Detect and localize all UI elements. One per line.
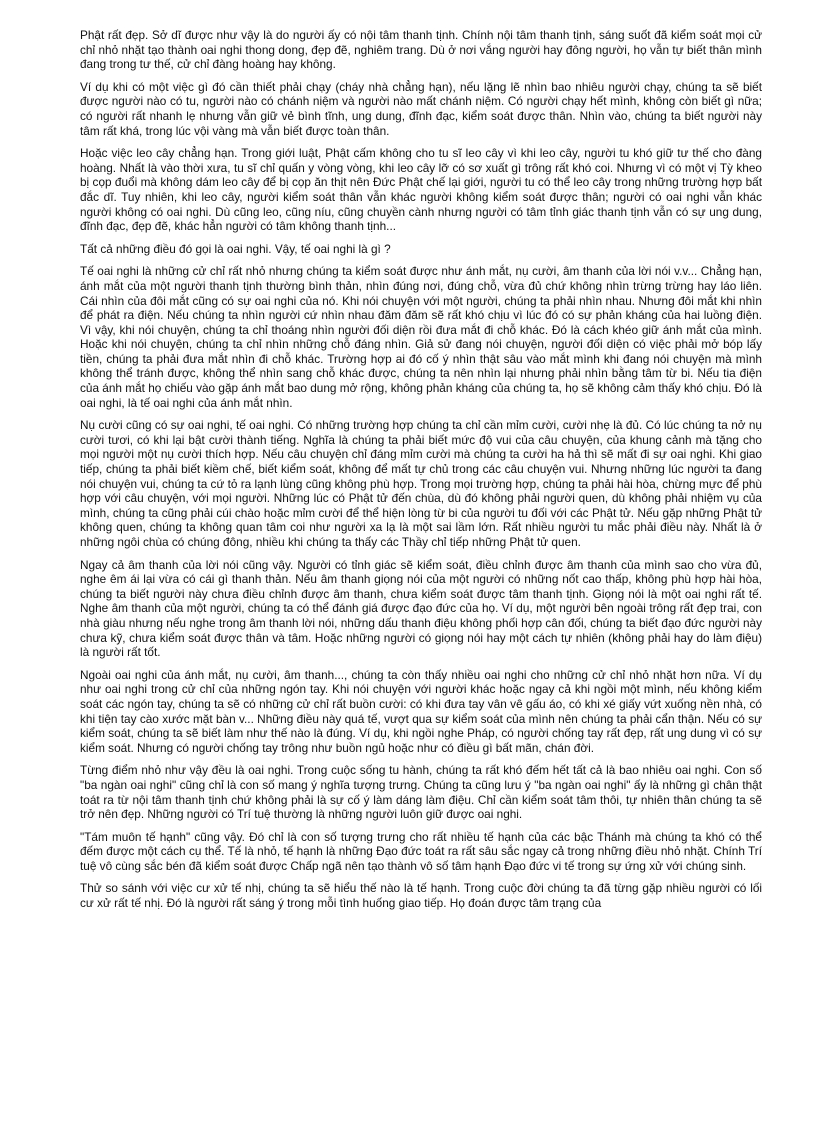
paragraph-11: Thử so sánh với việc cư xử tế nhị, chúng ta sẽ hiểu thế nào là tế hạnh. Trong cuộc đời chúng ta đã từng gặp nhiều người có lối cư xử rất tế nhị. Đó là người rất sáng ý trong mỗi tình huống giao tiếp. Họ đoán được tâm trạng của [80,881,762,911]
document-page [80,28,762,919]
paragraph-7: Ngay cả âm thanh của lời nói cũng vậy. Người có tỉnh giác sẽ kiểm soát, điều chỉnh được âm thanh của mình sao cho vừa đủ, nghe êm ái lại vừa có cái gì thanh thản. Nếu âm thanh giọng nói của một người có những nốt cao thấp, không phù hợp hài hòa, chúng ta biết người này chưa điều chỉnh được âm thanh, chưa kiểm soát được tâm thanh tịnh. Giọng nói là một oai nghi rất tế. Nghe âm thanh của một người, chúng ta có thể đánh giá được đạo đức của họ. Ví dụ, một người bên ngoài trông rất đẹp trai, con nhà giàu nhưng nếu nghe trong âm thanh lời nói, những dấu thanh điệu không phối hợp cân đối, chúng ta biết đạo đức người này chưa kỹ, chưa kiểm soát được thân và tâm. Hoặc những người có giọng nói hay một cách tự nhiên (không phải hay do làm điệu) là người rất tốt. [80,557,762,660]
paragraph-4: Tất cả những điều đó gọi là oai nghi. Vậy, tế oai nghi là gì ? [80,241,391,256]
paragraph-8: Ngoài oai nghi của ánh mắt, nụ cười, âm thanh..., chúng ta còn thấy nhiều oai nghi cho những cử chỉ nhỏ nhặt hơn nữa. Ví dụ như oai nghi trong cử chỉ của những ngón tay. Khi nói chuyện với người khác hoặc ngay cả khi ngồi một mình, nếu không kiểm soát các ngón tay, chúng ta sẽ có những cử chỉ rất buồn cười: có khi đưa tay vân vê gấu áo, có khi xé giấy vứt xuống nền nhà, có khi tiện tay cào xước mặt bàn v... Những điều này quá tế, vượt qua sự kiểm soát của mình nên chúng ta phải cẩn thận. Nếu có sự kiểm soát, chúng ta sẽ biết làm như thế nào là đúng. Ví dụ, khi ngồi nghe Pháp, có người chống tay rất đẹp, rất ung dung vì có sự kiểm soát. Nhưng có người chống tay trông như buồn ngủ hoặc như có điều gì bất mãn, chán đời. [80,667,762,755]
paragraph-3: Hoặc việc leo cây chẳng hạn. Trong giới luật, Phật cấm không cho tu sĩ leo cây vì khi leo cây, người tu khó giữ tư thế cho đàng hoàng. Nhất là vào thời xưa, tu sĩ chỉ quấn y vòng vòng, khi leo cây lỡ có sơ xuất gì trông rất khó coi. Nhưng vì có một vị Tỳ kheo bị cọp đuổi mà không dám leo cây để bị cọp ăn thịt nên Đức Phật chế lại giới, người tu có thể leo cây trong những trường hợp bất đắc dĩ. Tuy nhiên, khi leo cây, người kiểm soát thân vẫn khác người không kiểm soát được thân; người có oai nghi vẫn khác người không có oai nghi. Dù cũng leo, cũng níu, cũng chuyền cành nhưng người có tâm tỉnh giác thanh tịnh vẫn có sự ung dung, đĩnh đạc, đẹp đẽ, khác hẳn người có tâm không thanh tịnh... [80,146,762,234]
paragraph-6: Nụ cười cũng có sự oai nghi, tế oai nghi. Có những trường hợp chúng ta chỉ cần mỉm cười, cười nhẹ là đủ. Có lúc chúng ta nở nụ cười tươi, có khi lại bật cười thành tiếng. Nghĩa là chúng ta phải biết mức độ vui của câu chuyện, của khung cảnh mà tặng cho mọi người một nụ cười thích hợp. Nếu câu chuyện chỉ đáng mỉm cười mà chúng ta cười ha hả thì sẽ mất đi sự oai nghi. Khi giao tiếp, chúng ta phải biết kiềm chế, biết kiểm soát, không để mất tự chủ trong các câu chuyện vui. Nhưng những lúc người ta đang nói chuyện vui, chúng ta cứ tỏ ra lạnh lùng cũng không phù hợp. Trong mọi trường hợp, chúng ta phải hài hòa, chừng mực để phù hợp với câu chuyện, với mọi người. Những lúc có Phật tử đến chùa, dù đó không phải người quen, dù không phải nhiệm vụ của mình, chúng ta cũng phải cúi chào hoặc mỉm cười để thể hiện lòng từ bi của người tu đối với các Phật tử. Nếu gặp những Phật tử không quen, chúng ta không quan tâm coi như người xa lạ là một sai lầm lớn. Rất nhiều người tu mắc phải điều này. Nhất là ở những ngôi chùa có chúng đông, nhiều khi chúng ta thấy các Thầy chỉ tiếp những Phật tử quen. [80,418,762,549]
paragraph-1: Phật rất đẹp. Sở dĩ được như vậy là do người ấy có nội tâm thanh tịnh. Chính nội tâm thanh tịnh, sáng suốt đã kiểm soát mọi cử chỉ nhỏ nhặt tạo thành oai nghi thong dong, đẹp đẽ, nghiêm trang. Dù ở nơi vắng người hay đông người, họ vẫn tự biết thân mình đang trong tư thế, cử chỉ đàng hoàng hay không. [80,28,762,72]
paragraph-9: Từng điểm nhỏ như vậy đều là oai nghi. Trong cuộc sống tu hành, chúng ta rất khó đếm hết tất cả là bao nhiêu oai nghi. Con số "ba ngàn oai nghi" cũng chỉ là con số mang ý nghĩa tượng trưng. Chúng ta cũng lưu ý "ba ngàn oai nghi" ấy là những gì chân thật toát ra từ nội tâm thanh tịnh chứ không phải là sự cố ý làm dáng làm điệu. Chỉ cần kiểm soát tâm thôi, tự nhiên thân chúng ta sẽ trở nên đẹp. Những người có Trí tuệ thường là những người luôn giữ được oai nghi. [80,763,762,822]
paragraph-2: Ví dụ khi có một việc gì đó cần thiết phải chạy (cháy nhà chẳng hạn), nếu lặng lẽ nhìn bao nhiêu người chạy, chúng ta sẽ biết được người nào có tu, người nào có chánh niệm và người nào mất chánh niệm. Có người chạy hết mình, không còn biết gì nữa; có người rất nhanh lẹ nhưng vẫn giữ vẻ bình tĩnh, ung dung, đĩnh đạc, kiểm soát được thân. Nhìn vào, chúng ta biết người này tâm rất khá, trong lúc vội vàng mà vẫn biết được toàn thân. [80,79,762,138]
paragraph-10: "Tám muôn tế hạnh" cũng vậy. Đó chỉ là con số tượng trưng cho rất nhiều tế hạnh của các bậc Thánh mà chúng ta khó có thể đếm được một cách cụ thể. Tế là nhỏ, tế hạnh là những Đạo đức toát ra rất sâu sắc ngay cả trong những điều nhỏ nhặt. Chính Trí tuệ vô cùng sắc bén đã kiểm soát được Chấp ngã nên tạo thành vô số tâm hạnh Đạo đức vi tế trong sự ứng xử với chúng sinh. [80,829,762,873]
paragraph-5: Tế oai nghi là những cử chỉ rất nhỏ nhưng chúng ta kiểm soát được như ánh mắt, nụ cười, âm thanh của lời nói v.v... Chẳng hạn, ánh mắt của một người thanh tịnh thường bình thản, nhìn đúng nơi, đúng chỗ, vừa đủ chứ không nhìn trừng trừng hay láo liên. Cái nhìn của đôi mắt cũng có sự oai nghi của nó. Khi nói chuyện với một người, chúng ta phải nhìn nhau. Nhưng đôi mắt khi nhìn để phát ra điện. Nếu chúng ta nhìn người cứ nhìn nhau đăm đăm sẽ rất khó chịu vì lúc đó có sự phản kháng của hai luồng điện. Vì vậy, khi nói chuyện, chúng ta chỉ thoáng nhìn người đối diện rồi đưa mắt đi chỗ khác. Đó là cách khéo giữ ánh mắt của mình. Hoặc khi nói chuyện, chúng ta chỉ nhìn những chỗ đáng nhìn. Giả sử đang nói chuyện, người đối diện có việc phải mở bóp lấy tiền, chúng ta phải đưa mắt nhìn đi chỗ khác. Trường hợp ai đó cố ý nhìn thật sâu vào mắt mình khi đang nói chuyện mà mình không thể tránh được, không thể nhìn sang chỗ khác được, chúng ta nên nhìn lại nhưng phải nhìn bằng tâm từ bi. Nếu tia điện của ánh mắt họ chiếu vào gặp ánh mắt bao dung mở rộng, không phản kháng của chúng ta, họ sẽ không cảm thấy khó chịu. Đó là oai nghi, là tế oai nghi của ánh mắt nhìn. [80,264,762,410]
